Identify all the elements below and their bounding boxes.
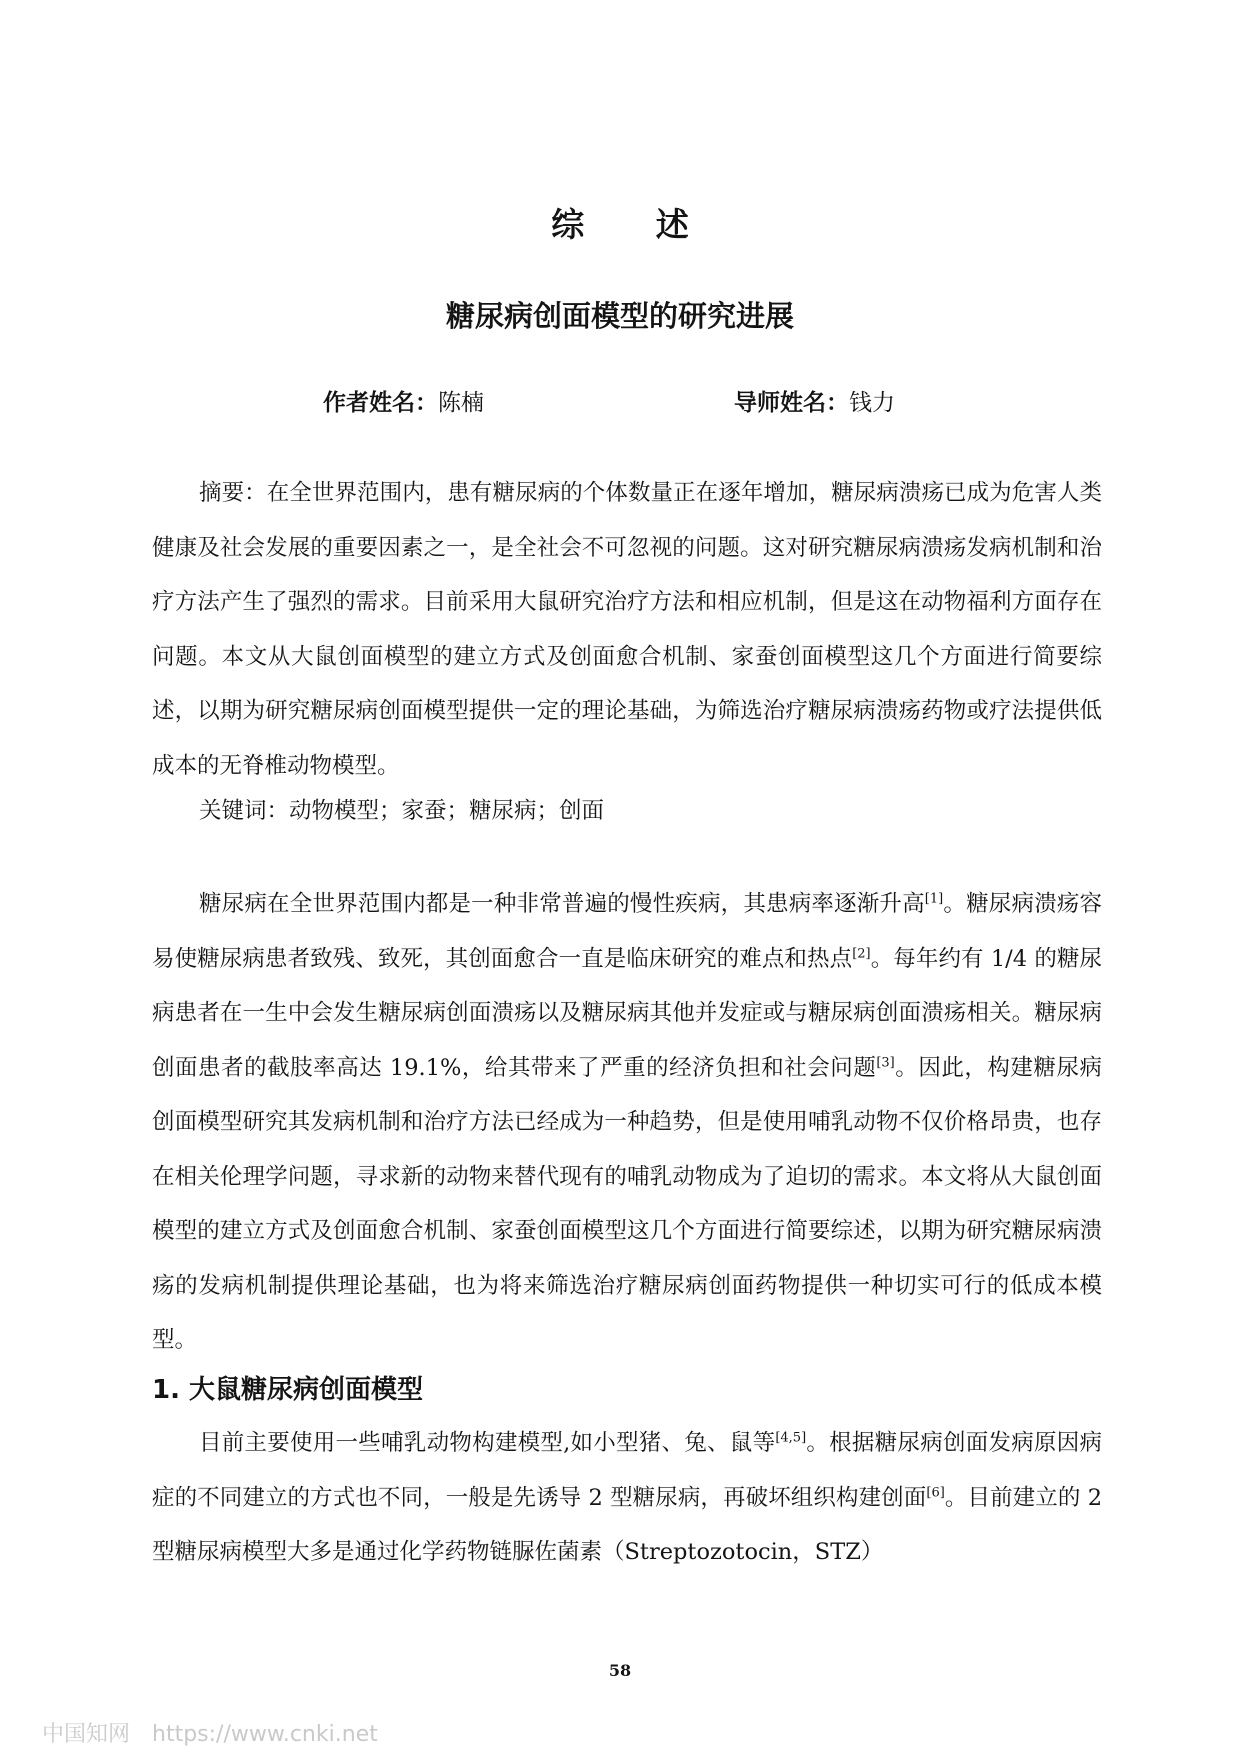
page-number: 58	[608, 1661, 632, 1680]
section-1-text-3: 。目前建立的 2 型糖尿病模型大多是通过化学药物链脲佐菌素（Streptozotocin，STZ）	[152, 1484, 1103, 1565]
citation-3: [3]	[876, 1055, 895, 1070]
citation-2: [2]	[852, 946, 871, 961]
citation-6: [6]	[926, 1485, 945, 1500]
cnki-url: https://www.cnki.net	[152, 1722, 378, 1747]
intro-text-1: 糖尿病在全世界范围内都是一种非常普遍的慢性疾病，其患病率逐渐升高	[199, 891, 925, 917]
section-type-title: 综 述	[551, 205, 719, 244]
section-1-paragraph	[152, 1416, 1102, 1580]
intro-text-2: 。糖尿病溃疡容易使糖尿病患者致残、致死，其创面愈合一直是临床研究的难点和热点	[152, 891, 1102, 972]
advisor-label: 导师姓名：	[734, 390, 849, 416]
keywords-line: 关键词：动物模型；家蚕；糖尿病；创面	[199, 798, 605, 824]
advisor-name: 钱力	[849, 390, 895, 416]
intro-paragraph	[152, 877, 1102, 1368]
paper-title: 糖尿病创面模型的研究进展	[445, 299, 794, 333]
intro-text-3: 。每年约有 1/4 的糖尿病患者在一生中会发生糖尿病创面溃疡以及糖尿病其他并发症或与糖尿病创面溃疡相关。糖尿病创面患者的截肢率高达 19.1%，给其带来了严重的经济负担和社会问题	[152, 945, 1102, 1081]
abstract-paragraph: 摘要：在全世界范围内，患有糖尿病的个体数量正在逐年增加，糖尿病溃疡已成为危害人类健康及社会发展的重要因素之一，是全社会不可忽视的问题。这对研究糖尿病溃疡发病机制和治疗方法产生了强烈的需求。目前采用大鼠研究治疗方法和相应机制，但是这在动物福利方面存在问题。本文从大鼠创面模型的建立方式及创面愈合机制、家蚕创面模型这几个方面进行简要综述，以期为研究糖尿病创面模型提供一定的理论基础，为筛选治疗糖尿病溃疡药物或疗法提供低成本的无脊椎动物模型。	[152, 480, 1102, 779]
author-label: 作者姓名：	[323, 390, 438, 416]
advisor-line	[734, 386, 895, 420]
section-1-heading: 1. 大鼠糖尿病创面模型	[152, 1375, 424, 1405]
cnki-watermark	[42, 1717, 378, 1748]
author-line	[323, 386, 484, 420]
section-1-text-1: 目前主要使用一些哺乳动物构建模型,如小型猪、兔、鼠等	[199, 1430, 776, 1456]
citation-4-5: [4,5]	[775, 1430, 807, 1446]
section-1-text-2: 。根据糖尿病创面发病原因病症的不同建立的方式也不同，一般是先诱导 2 型糖尿病，再破坏组织构建创面	[152, 1430, 1102, 1511]
author-name: 陈楠	[438, 390, 484, 416]
cnki-logo-text: 中国知网	[42, 1722, 131, 1747]
intro-text-4: 。因此，构建糖尿病创面模型研究其发病机制和治疗方法已经成为一种趋势，但是使用哺乳动物不仅价格昂贵，也存在相关伦理学问题，寻求新的动物来替代现有的哺乳动物成为了迫切的需求。本文将从大鼠创面模型的建立方式及创面愈合机制、家蚕创面模型这几个方面进行简要综述，以期为研究糖尿病溃疡的发病机制提供理论基础，也为将来筛选治疗糖尿病创面药物提供一种切实可行的低成本模型。	[152, 1054, 1102, 1353]
citation-1: [1]	[924, 891, 944, 907]
